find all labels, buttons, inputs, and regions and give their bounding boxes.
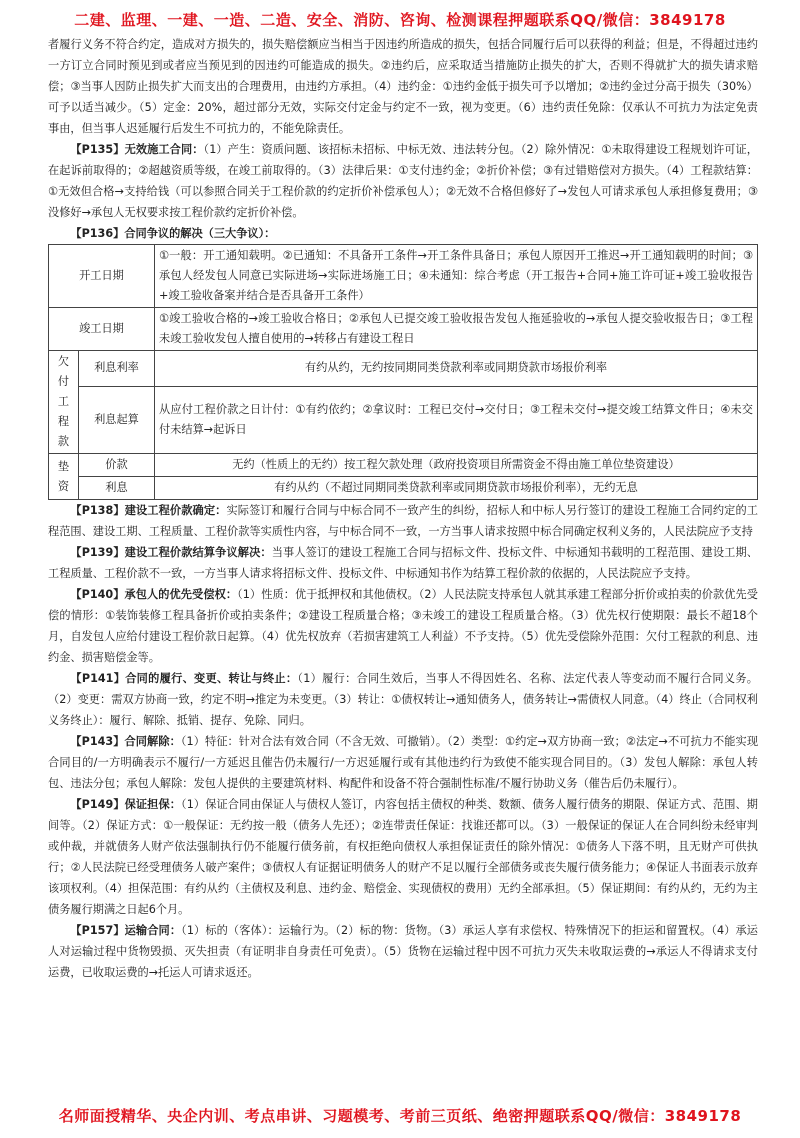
table-cell-text: ①一般：开工通知载明。②已通知：不具备开工条件→开工条件具备日；承包人原因开工推迟→开工通知载明的时间；③承包人经发包人同意已实际进场→实际进场施工日；④未通知：综合考虑（开工报告+合同+施工许可证+竣工验收报告+竣工验收备案并结合是否具备开工条件）: [155, 245, 758, 308]
section-p139: [48, 542, 758, 584]
table-cell-label: 利息起算: [79, 386, 155, 453]
table-cell-text: 有约从约（不超过同期同类贷款利率或同期贷款市场报价利率），无约无息: [155, 477, 758, 500]
section-title: 【P139】建设工程价款结算争议解决：: [70, 546, 272, 559]
table-row: [49, 454, 758, 477]
table-cell-text: ①竣工验收合格的→竣工验收合格日；②承包人已提交竣工验收报告发包人拖延验收的→承包人提交验收报告日；③工程未竣工验收发包人擅自使用的→转移占有建设工程日: [155, 308, 758, 351]
section-title: 【P136】合同争议的解决（三大争议）：: [70, 227, 276, 240]
section-p157: [48, 920, 758, 983]
table-row: [49, 245, 758, 308]
table-cell-label: 开工日期: [49, 245, 155, 308]
section-text: （1）履行：合同生效后，当事人不得因姓名、名称、法定代表人等变动而不履行合同义务。（2）变更：需双方协商一致，约定不明→推定为未变更。（3）转让：①债权转让→通知债务人，债务转让→需债权人同意。（4）终止（合同权利义务终止）：履行、解除、抵销、提存、免除、同归。: [48, 672, 758, 727]
section-title: 【P149】保证担保：: [70, 798, 182, 811]
table-cell-group: 垫资: [49, 454, 79, 500]
section-text: 实际签订和履行合同与中标合同不一致产生的纠纷，招标人和中标人另行签订的建设工程施工合同约定的工程范围、建设工期、工程质量、工程价款等实质性内容，与中标合同不一致，一方当事人请求按照中标合同确定权利义务的，人民法院应予支持: [48, 504, 758, 538]
section-p138: [48, 500, 758, 542]
section-title: 【P157】运输合同：: [70, 924, 182, 937]
section-p136: [48, 223, 758, 244]
section-p135: [48, 139, 758, 223]
section-title: 【P143】合同解除：: [70, 735, 181, 748]
section-text: （1）产生：资质问题、该招标未招标、中标无效、违法转分包。（2）除外情况：①未取得建设工程规划许可证，在起诉前取得的；②超越资质等级，在竣工前取得的。（3）法律后果：①支付违约金；②折价补偿；③有过错赔偿对方损失。（4）工程款结算：①无效但合格→支持给钱（可以参照合同关于工程价款的约定折价补偿承包人）；②无效不合格但修好了→发包人可请求承包人承担修复费用；③没修好→承包人无权要求按工程价款约定折价补偿。: [48, 143, 758, 219]
table-cell-text: 从应付工程价款之日计付：①有约依约；②拿议时：工程已交付→交付日；③工程未交付→提交竣工结算文件日；④未交付未结算→起诉日: [155, 386, 758, 453]
section-p141: [48, 668, 758, 731]
table-row: [49, 386, 758, 453]
section-title: 【P135】无效施工合同：: [70, 143, 204, 156]
table-cell-text: 有约从约，无约按同期同类贷款利率或同期贷款市场报价利率: [155, 351, 758, 387]
section-p143: [48, 731, 758, 794]
table-cell-label: 价款: [79, 454, 155, 477]
table-cell-label: 竣工日期: [49, 308, 155, 351]
table-cell-group: 欠付工程款: [49, 351, 79, 454]
section-text: （1）特征：针对合法有效合同（不含无效、可撤销）。（2）类型：①约定→双方协商一致；②法定→不可抗力不能实现合同目的/一方明确表示不履行/一方延迟且催告仍未履行/一方迟延履行或有其他违约行为致使不能实现合同目的。（3）发包人解除：承包人转包、违法分包；承包人解除：发包人提供的主要建筑材料、构配件和设备不符合强制性标准/不履行协助义务（催告后仍未履行）。: [48, 735, 759, 790]
section-text: （1）标的（客体）：运输行为。（2）标的物：货物。（3）承运人享有求偿权、特殊情况下的拒运和留置权。（4）承运人对运输过程中货物毁损、灭失担责（有证明非自身责任可免责）。（5）货物在运输过程中因不可抗力灭失未收取运费的→承运人不得请求支付运费，已收取运费的→托运人可请求返还。: [48, 924, 758, 979]
table-cell-label: 利息: [79, 477, 155, 500]
table-row: [49, 477, 758, 500]
section-text: （1）性质：优于抵押权和其他债权。（2）人民法院支持承包人就其承建工程部分折价或拍卖的价款优先受偿的情形：①装饰装修工程具备折价或拍卖条件；②建设工程质量合格；③未竣工的建设工程质量合格。（3）优先权行使期限：最长不超18个月，自发包人应给付建设工程价款日起算。（4）优先权放弃（若损害建筑工人利益）不予支持。（5）优先受偿除外范围：欠付工程款的利息、违约金、损害赔偿金等。: [48, 588, 758, 664]
table-row: [49, 351, 758, 387]
paragraph-breach-liability: 者履行义务不符合约定，造成对方损失的，损失赔偿额应当相当于因违约所造成的损失，包括合同履行后可以获得的利益；但是，不得超过违约一方订立合同时预见到或者应当预见到的因违约可能造成的损失。②违约后，应采取适当措施防止损失的扩大，否则不得就扩大的损失请求赔偿；③当事人因防止损失扩大而支出的合理费用，由违约方承担。（4）违约金：①违约金低于损失可予以增加；②违约金过分高于损失（30%）可予以适当减少。（5）定金：20%，超过部分无效，实际交付定金与约定不一致，视为变更。（6）违约责任免除：仅承认不可抗力为法定免责事由，但当事人迟延履行后发生不可抗力的，不能免除责任。: [48, 38, 758, 135]
document-body: [0, 34, 800, 983]
table-cell-text: 无约（性质上的无约）按工程欠款处理（政府投资项目所需资金不得由施工单位垫资建设）: [155, 454, 758, 477]
section-title: 【P141】合同的履行、变更、转让与终止：: [70, 672, 298, 685]
table-cell-label: 利息利率: [79, 351, 155, 387]
section-p140: [48, 584, 758, 668]
section-p149: [48, 794, 758, 920]
section-text: 当事人签订的建设工程施工合同与招标文件、投标文件、中标通知书载明的工程范围、建设工期、工程质量、工程价款不一致，一方当事人请求将招标文件、投标文件、中标通知书作为结算工程价款的依据的，人民法院应予支持。: [48, 546, 758, 580]
section-title: 【P140】承包人的优先受偿权：: [70, 588, 238, 601]
bottom-banner: 名师面授精华、央企内训、考点串讲、习题模考、考前三页纸、绝密押题联系QQ/微信：3849178: [58, 1107, 742, 1125]
dispute-table: [48, 244, 758, 500]
section-title: 【P138】建设工程价款确定：: [70, 504, 227, 517]
section-text: （1）保证合同由保证人与债权人签订，内容包括主债权的种类、数额、债务人履行债务的期限、保证方式、范围、期间等。（2）保证方式：①一般保证：无约按一般（债务人先还）；②连带责任保证：找谁还都可以。（3）一般保证的保证人在合同纠纷未经审判或仲裁，并就债务人财产依法强制执行仍不能履行债务前，有权拒绝向债权人承担保证责任的除外情况：①债务人下落不明，且无财产可供执行；②人民法院已经受理债务人破产案件；③债权人有证据证明债务人的财产不足以履行全部债务或丧失履行债务能力；④保证人书面表示放弃该项权利。（4）担保范围：有约从约（主债权及利息、违约金、赔偿金、实现债权的费用）无约全部承担。（5）保证期间：有约从约，无约为主债务履行期满之日起6个月。: [48, 798, 758, 916]
table-row: [49, 308, 758, 351]
top-banner: 二建、监理、一建、一造、二造、安全、消防、咨询、检测课程押题联系QQ/微信：3849178: [74, 11, 726, 29]
